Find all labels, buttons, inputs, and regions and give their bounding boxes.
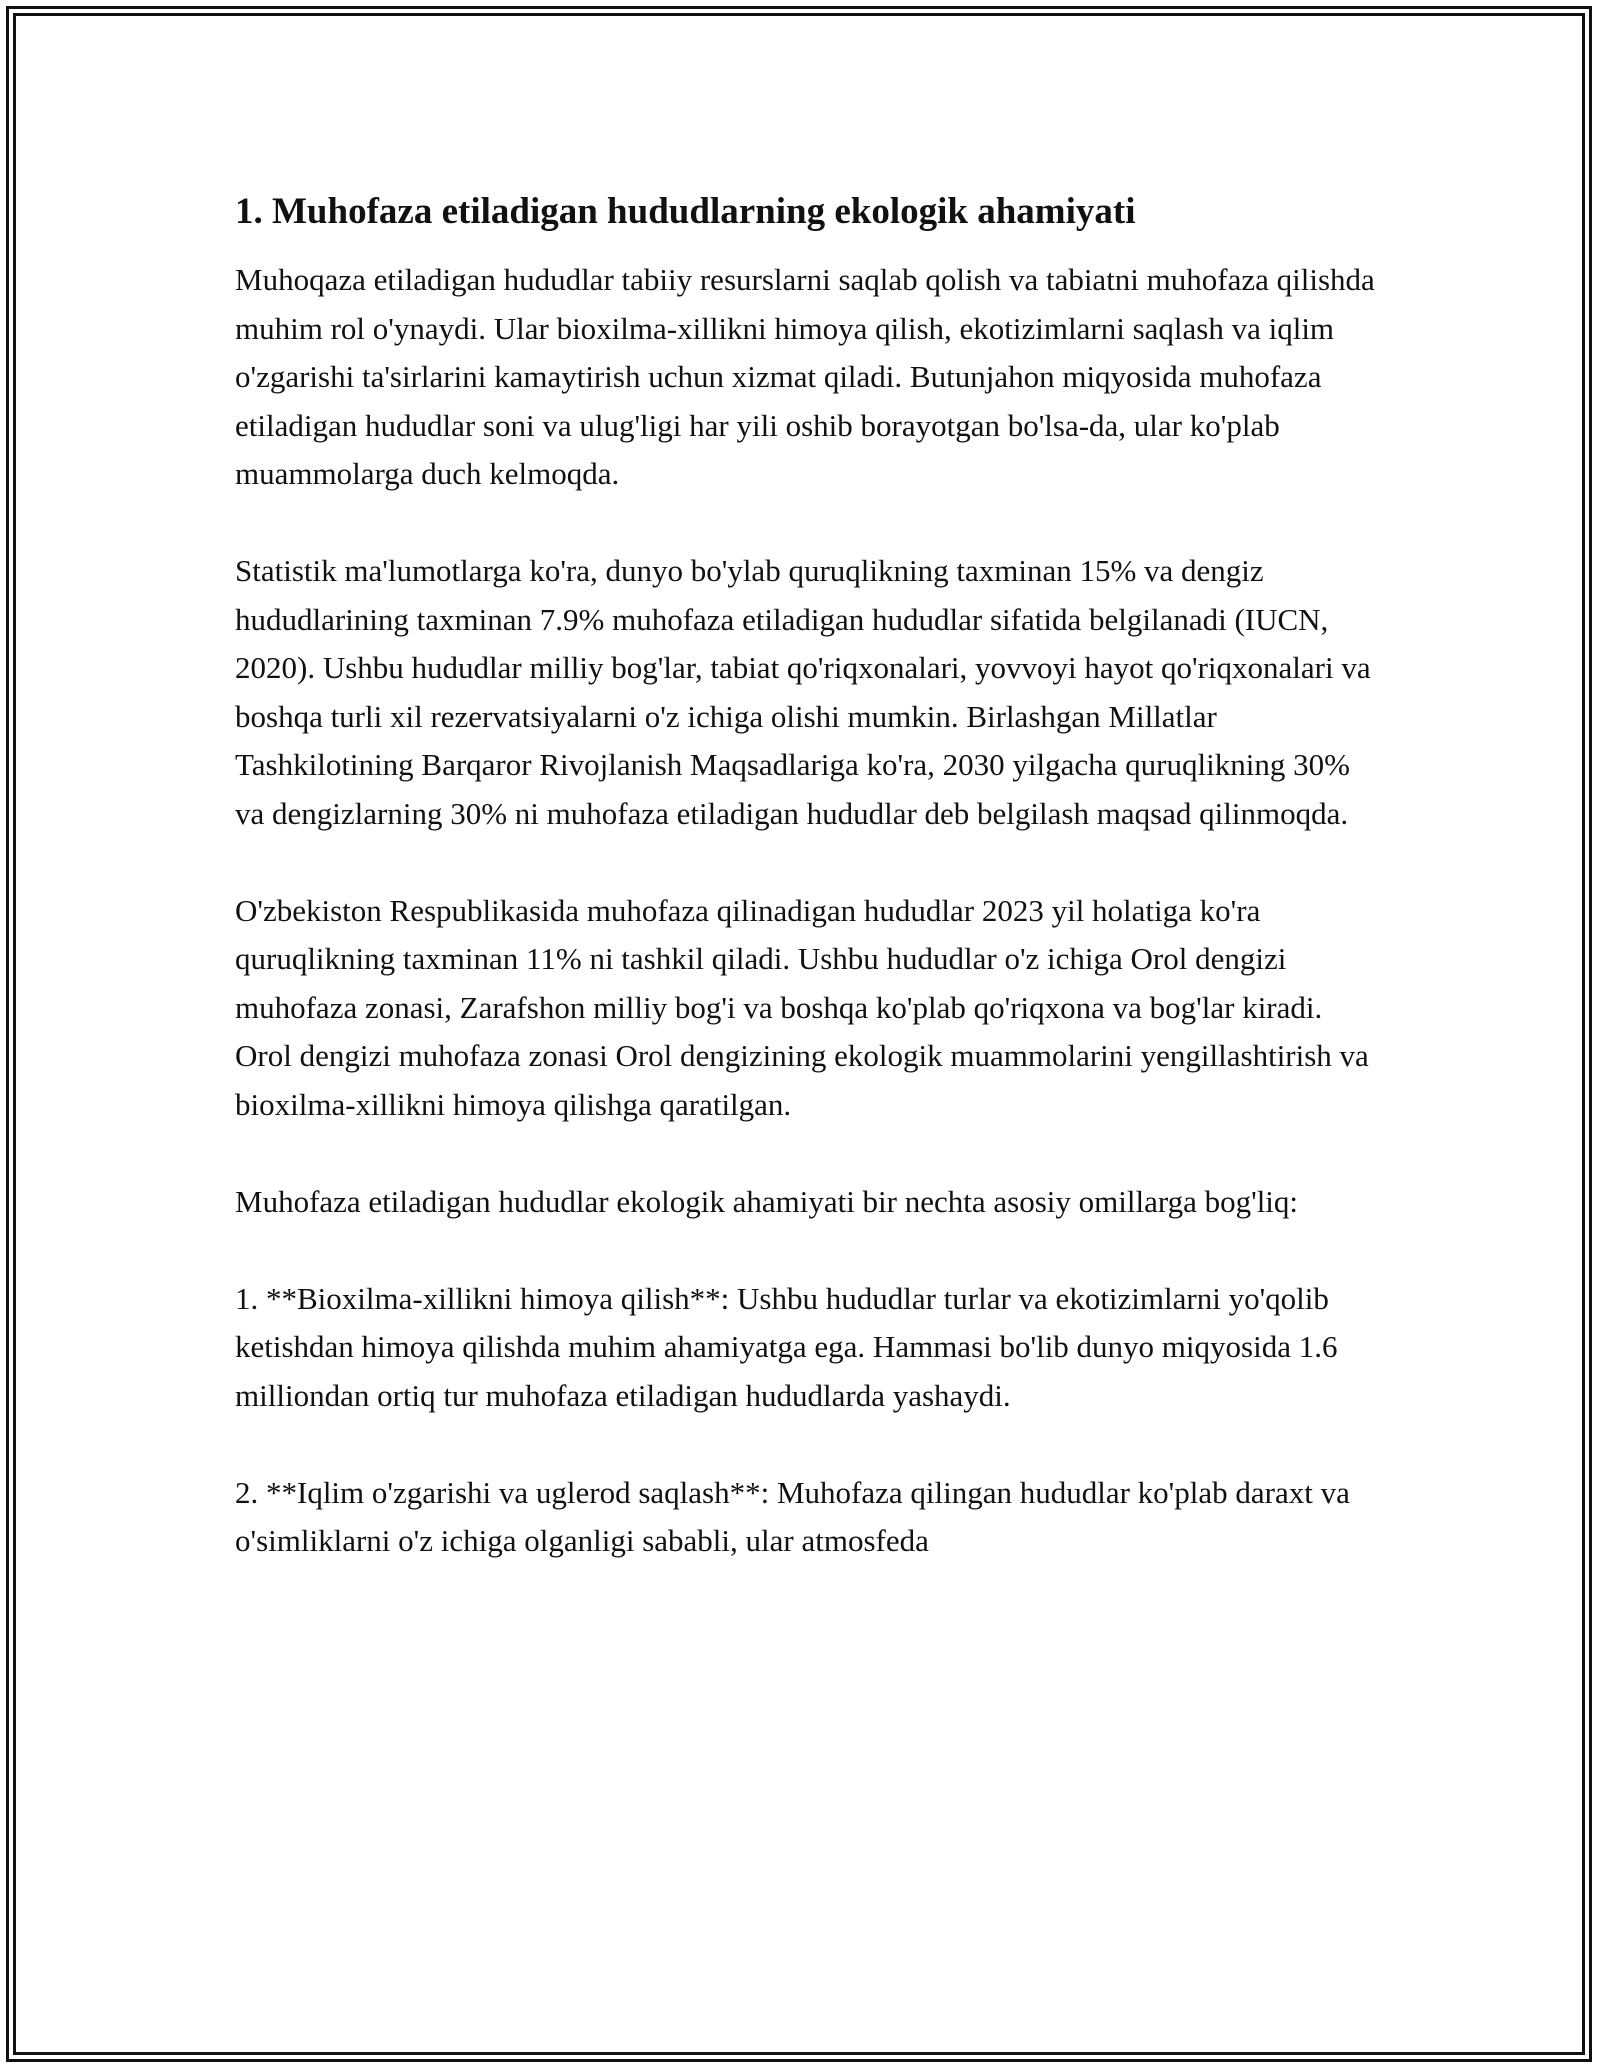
document-body	[235, 188, 1385, 1614]
section-heading: 1. Muhofaza etiladigan hududlarning ekologik ahamiyati	[235, 191, 1136, 232]
list-item-climate: 2. **Iqlim o'zgarishi va uglerod saqlash**: Muhofaza qilingan hududlar ko'plab daraxt va o'simliklarni o'z ichiga olganligi sababli, ular atmosfeda	[235, 1474, 1350, 1558]
paragraph-statistics: Statistik ma'lumotlarga ko'ra, dunyo bo'ylab quruqlikning taxminan 15% va dengiz hududlarining taxminan 7.9% muhofaza etiladigan hududlar sifatida belgilanadi (IUCN, 2020). Ushbu hududlar milliy bog'lar, tabiat qo'riqxonalari, yovvoyi hayot qo'riqxonalari va boshqa turli xil rezervatsiyalarni o'z ichiga olishi mumkin. Birlashgan Millatlar Tashkilotining Barqaror Rivojlanish Maqsadlariga ko'ra, 2030 yilgacha quruqlikning 30% va dengizlarning 30% ni muhofaza etiladigan hududlar deb belgilash maqsad qilinmoqda.	[235, 553, 1371, 831]
paragraph-factors-intro: Muhofaza etiladigan hududlar ekologik ahamiyati bir nechta asosiy omillarga bog'liq:	[235, 1183, 1299, 1219]
list-item-biodiversity: 1. **Bioxilma-xillikni himoya qilish**: Ushbu hududlar turlar va ekotizimlarni yo'qolib ketishdan himoya qilishda muhim ahamiyatga ega. Hammasi bo'lib dunyo miqyosida 1.6 milliondan ortiq tur muhofaza etiladigan hududlarda yashaydi.	[235, 1280, 1338, 1413]
paragraph-uzbekistan: O'zbekiston Respublikasida muhofaza qilinadigan hududlar 2023 yil holatiga ko'ra quruqlikning taxminan 11% ni tashkil qiladi. Ushbu hududlar o'z ichiga Orol dengizi muhofaza zonasi, Zarafshon milliy bog'i va boshqa ko'plab qo'riqxona va bog'lar kiradi. Orol dengizi muhofaza zonasi Orol dengizining ekologik muammolarini yengillashtirish va bioxilma-xillikni himoya qilishga qaratilgan.	[235, 892, 1369, 1122]
paragraph-intro: Muhoqaza etiladigan hududlar tabiiy resurslarni saqlab qolish va tabiatni muhofaza qilishda muhim rol o'ynaydi. Ular bioxilma-xillikni himoya qilish, ekotizimlarni saqlash va iqlim o'zgarishi ta'sirlarini kamaytirish uchun xizmat qiladi. Butunjahon miqyosida muhofaza etiladigan hududlar soni va ulug'ligi har yili oshib borayotgan bo'lsa-da, ular ko'plab muammolarga duch kelmoqda.	[235, 262, 1375, 491]
